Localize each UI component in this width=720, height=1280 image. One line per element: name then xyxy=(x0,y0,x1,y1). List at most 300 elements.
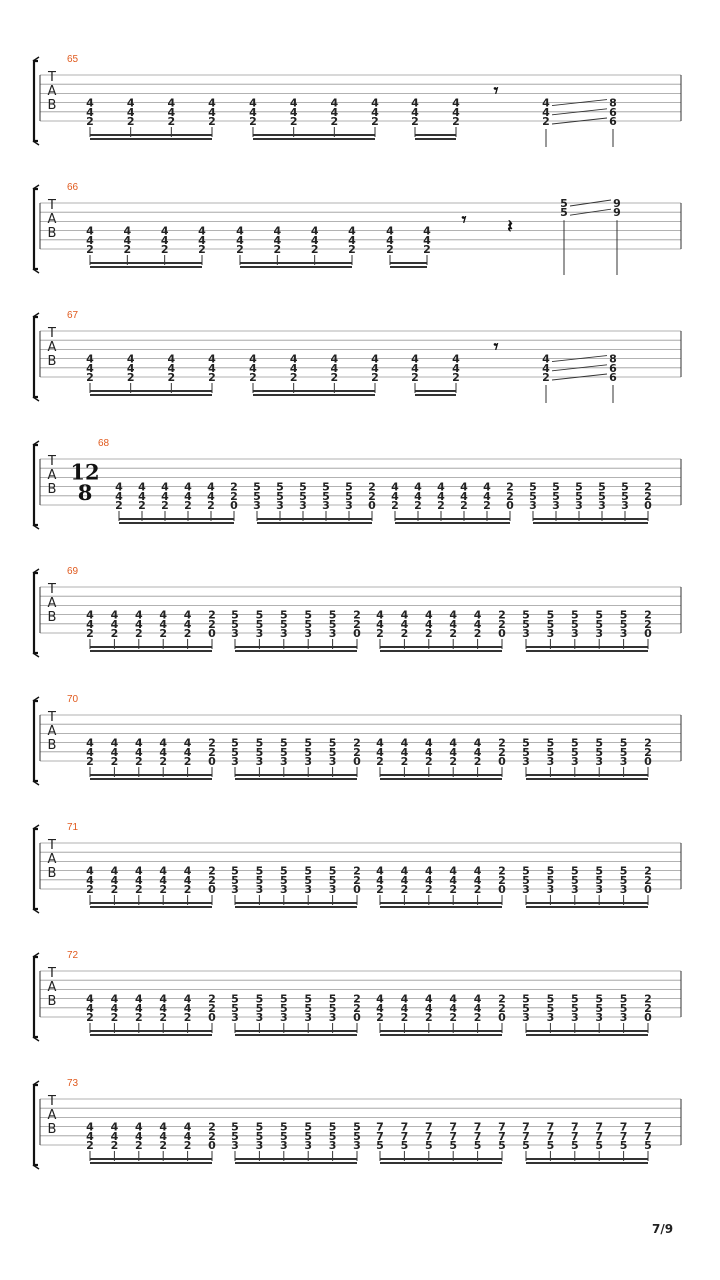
fret-number: 2 xyxy=(134,1011,143,1024)
beam xyxy=(395,518,510,520)
fret-number: 4 xyxy=(310,224,319,238)
beam xyxy=(253,134,375,136)
chord xyxy=(595,993,603,1033)
fret-number: 5 xyxy=(619,873,628,887)
fret-number: 2 xyxy=(273,243,282,256)
fret-number: 2 xyxy=(644,489,652,503)
fret-number: 5 xyxy=(231,1001,239,1015)
chord xyxy=(159,1121,167,1161)
fret-number: 4 xyxy=(400,864,409,878)
fret-number: 5 xyxy=(279,745,288,759)
quarter-rest: 𝄽 xyxy=(507,216,513,238)
chord xyxy=(184,481,192,521)
fret-number: 2 xyxy=(452,115,460,128)
tab-clef-letter: B xyxy=(47,1122,57,1138)
fret-number: 2 xyxy=(86,1011,94,1024)
fret-number: 4 xyxy=(424,864,433,878)
fret-number: 4 xyxy=(348,233,356,247)
fret-number: 2 xyxy=(134,755,143,768)
fret-number: 0 xyxy=(353,755,361,768)
fret-number: 4 xyxy=(236,224,244,238)
fret-number: 0 xyxy=(644,499,652,512)
beam xyxy=(90,650,212,652)
chord xyxy=(644,993,652,1033)
chord xyxy=(506,481,514,521)
fret-number: 4 xyxy=(110,864,119,878)
fret-number: 5 xyxy=(322,480,330,494)
chord xyxy=(127,97,135,137)
beam xyxy=(526,906,648,908)
fret-number: 5 xyxy=(328,745,337,759)
fret-number: 2 xyxy=(414,499,422,512)
fret-number: 4 xyxy=(160,224,169,238)
measure-number: 72 xyxy=(67,950,79,961)
chord xyxy=(371,97,379,137)
fret-number: 2 xyxy=(183,1139,192,1152)
chord xyxy=(249,353,257,393)
fret-number: 5 xyxy=(522,745,530,759)
chord xyxy=(86,1121,94,1161)
beam xyxy=(235,650,357,652)
fret-number: 7 xyxy=(570,1120,579,1134)
fret-number: 4 xyxy=(110,1001,119,1015)
chord xyxy=(644,481,652,521)
fret-number: 4 xyxy=(449,864,458,878)
chord xyxy=(299,481,307,521)
fret-number: 4 xyxy=(386,233,394,247)
fret-number: 4 xyxy=(449,873,458,887)
fret-number: 4 xyxy=(473,617,482,631)
fret-number: 7 xyxy=(473,1129,482,1143)
fret-number: 0 xyxy=(353,627,361,640)
fret-number: 0 xyxy=(498,1011,506,1024)
chord xyxy=(547,609,555,649)
fret-number: 2 xyxy=(644,864,652,878)
fret-number: 4 xyxy=(437,480,445,494)
time-signature-bottom: 8 xyxy=(77,479,93,505)
chord xyxy=(86,97,94,137)
fret-number: 4 xyxy=(167,105,176,119)
fret-number: 5 xyxy=(570,992,579,1006)
fret-number: 4 xyxy=(86,233,94,247)
tab-clef-letter: A xyxy=(47,84,57,100)
fret-number: 5 xyxy=(255,1129,264,1143)
chord xyxy=(329,737,337,777)
fret-number: 2 xyxy=(400,755,409,768)
fret-number: 2 xyxy=(449,755,458,768)
chord xyxy=(474,609,482,649)
chord xyxy=(231,993,239,1033)
fret-number: 7 xyxy=(595,1120,604,1134)
fret-number: 4 xyxy=(183,992,192,1006)
fret-number: 2 xyxy=(411,115,419,128)
chord xyxy=(452,353,460,393)
fret-number: 4 xyxy=(86,864,94,878)
chord xyxy=(135,737,143,777)
chord xyxy=(208,97,216,137)
fret-number: 2 xyxy=(353,864,361,878)
fret-number: 3 xyxy=(231,755,239,768)
chord xyxy=(474,865,482,905)
tab-system-72 xyxy=(33,950,681,1041)
chord xyxy=(498,1121,506,1161)
fret-number: 4 xyxy=(126,105,135,119)
measure-number: 68 xyxy=(98,438,110,449)
fret-number: 5 xyxy=(328,873,337,887)
fret-number: 5 xyxy=(279,617,288,631)
fret-number: 3 xyxy=(231,627,239,640)
chord xyxy=(571,993,579,1033)
fret-number: 5 xyxy=(546,736,555,750)
chord xyxy=(552,481,560,521)
fret-number: 7 xyxy=(546,1129,555,1143)
fret-number: 0 xyxy=(353,1011,361,1024)
fret-number: 5 xyxy=(299,480,307,494)
fret-number: 4 xyxy=(134,1120,143,1134)
fret-number: 4 xyxy=(449,745,458,759)
chord xyxy=(391,481,399,521)
tab-clef-letter: T xyxy=(48,70,56,86)
fret-number: 2 xyxy=(473,883,482,896)
fret-number: 2 xyxy=(498,873,506,887)
fret-number: 5 xyxy=(619,1139,628,1152)
beam xyxy=(119,522,234,524)
chord xyxy=(474,1121,482,1161)
fret-number: 4 xyxy=(161,489,169,503)
chord xyxy=(376,993,384,1033)
fret-number: 5 xyxy=(253,480,261,494)
beam xyxy=(235,906,357,908)
fret-number: 5 xyxy=(231,1129,239,1143)
fret-number: 2 xyxy=(644,745,652,759)
chord xyxy=(304,865,312,905)
fret-number: 2 xyxy=(123,243,132,256)
tab-system-71 xyxy=(33,822,681,913)
fret-number: 5 xyxy=(345,480,353,494)
beam xyxy=(90,1162,212,1164)
system-bracket xyxy=(34,1085,38,1165)
fret-number: 3 xyxy=(328,883,337,896)
fret-number: 4 xyxy=(208,352,216,366)
fret-number: 2 xyxy=(353,873,361,887)
fret-number: 3 xyxy=(304,883,313,896)
beam xyxy=(90,1030,212,1032)
fret-number: 4 xyxy=(110,1120,119,1134)
tab-clef-letter: A xyxy=(47,212,57,228)
fret-number: 5 xyxy=(276,489,284,503)
chord xyxy=(124,225,132,265)
fret-number: 2 xyxy=(542,371,550,384)
fret-number: 5 xyxy=(546,1139,555,1152)
fret-number: 4 xyxy=(542,352,550,366)
fret-number: 5 xyxy=(231,608,239,622)
chord xyxy=(620,1121,628,1161)
fret-number: 4 xyxy=(236,233,244,247)
chord xyxy=(184,1121,192,1161)
fret-number: 5 xyxy=(328,992,337,1006)
beam xyxy=(90,394,212,396)
fret-number: 4 xyxy=(411,361,419,375)
chord xyxy=(621,481,629,521)
fret-number: 4 xyxy=(411,352,419,366)
fret-number: 4 xyxy=(115,489,123,503)
beam xyxy=(526,1162,648,1164)
fret-number: 4 xyxy=(424,608,433,622)
chord xyxy=(644,737,652,777)
chord xyxy=(236,225,244,265)
fret-number: 2 xyxy=(208,864,216,878)
beam xyxy=(90,906,212,908)
tab-system-70 xyxy=(33,694,681,785)
chord xyxy=(411,353,419,393)
fret-number: 3 xyxy=(353,1139,361,1152)
beam xyxy=(90,902,212,904)
fret-number: 4 xyxy=(249,96,257,110)
fret-number: 2 xyxy=(159,755,168,768)
chord xyxy=(304,1121,312,1161)
fret-number: 0 xyxy=(208,1011,216,1024)
beam xyxy=(235,774,357,776)
fret-number: 5 xyxy=(322,489,330,503)
chord xyxy=(449,737,457,777)
fret-number: 4 xyxy=(452,105,460,119)
chord xyxy=(376,737,384,777)
fret-number: 3 xyxy=(304,1139,313,1152)
fret-number: 2 xyxy=(86,627,94,640)
chord xyxy=(111,737,119,777)
beam xyxy=(235,646,357,648)
tab-clef-letter: B xyxy=(47,738,57,754)
fret-number: 2 xyxy=(498,745,506,759)
fret-number: 4 xyxy=(423,233,431,247)
chord xyxy=(620,737,628,777)
fret-number: 2 xyxy=(230,489,238,503)
system-bracket xyxy=(34,445,38,525)
fret-number: 3 xyxy=(231,1139,239,1152)
fret-number: 5 xyxy=(522,873,530,887)
fret-number: 7 xyxy=(522,1129,530,1143)
chord xyxy=(595,1121,603,1161)
fret-number: 4 xyxy=(449,992,458,1006)
chord xyxy=(498,865,506,905)
fret-number: 4 xyxy=(110,745,119,759)
chord xyxy=(135,865,143,905)
fret-number: 3 xyxy=(595,1011,604,1024)
fret-number: 7 xyxy=(644,1120,652,1134)
chord xyxy=(161,481,169,521)
fret-number: 2 xyxy=(353,736,361,750)
fret-number: 0 xyxy=(208,755,216,768)
chord xyxy=(280,1121,288,1161)
chord xyxy=(595,737,603,777)
fret-number: 5 xyxy=(299,489,307,503)
fret-number: 5 xyxy=(255,617,264,631)
beam xyxy=(380,902,502,904)
fret-number: 5 xyxy=(279,736,288,750)
fret-number: 5 xyxy=(529,489,537,503)
fret-number: 4 xyxy=(400,608,409,622)
fret-number: 0 xyxy=(506,499,514,512)
fret-number: 4 xyxy=(159,608,168,622)
fret-number: 4 xyxy=(400,736,409,750)
fret-number: 4 xyxy=(449,617,458,631)
fret-number: 4 xyxy=(86,105,94,119)
tab-system-69 xyxy=(33,566,681,657)
fret-number: 4 xyxy=(159,745,168,759)
fret-number: 4 xyxy=(208,105,216,119)
fret-number: 4 xyxy=(208,361,216,375)
fret-number: 5 xyxy=(522,608,530,622)
fret-number: 2 xyxy=(167,371,176,384)
fret-number: 2 xyxy=(110,1011,119,1024)
tab-clef-letter: B xyxy=(47,610,57,626)
fret-number: 0 xyxy=(498,755,506,768)
fret-number: 4 xyxy=(110,736,119,750)
fret-number: 2 xyxy=(208,873,216,887)
fret-number: 2 xyxy=(498,617,506,631)
chord xyxy=(135,993,143,1033)
beam xyxy=(90,138,212,140)
slide-chord xyxy=(542,97,617,147)
fret-number: 5 xyxy=(304,992,313,1006)
beam xyxy=(90,1158,212,1160)
chord xyxy=(135,609,143,649)
fret-number: 8 xyxy=(609,96,617,110)
beam xyxy=(235,1034,357,1036)
fret-number: 3 xyxy=(570,755,579,768)
fret-number: 4 xyxy=(473,864,482,878)
fret-number: 9 xyxy=(613,206,621,220)
fret-number: 4 xyxy=(126,361,135,375)
fret-number: 4 xyxy=(159,1129,168,1143)
chord xyxy=(86,737,94,777)
fret-number: 5 xyxy=(328,617,337,631)
chord xyxy=(571,1121,579,1161)
chord xyxy=(522,1121,530,1161)
fret-number: 5 xyxy=(304,617,313,631)
tab-clef-letter: T xyxy=(48,454,56,470)
fret-number: 2 xyxy=(368,480,376,494)
fret-number: 4 xyxy=(460,480,468,494)
chord xyxy=(304,737,312,777)
fret-number: 2 xyxy=(167,115,176,128)
fret-number: 2 xyxy=(542,115,550,128)
fret-number: 5 xyxy=(255,736,264,750)
fret-number: 2 xyxy=(110,755,119,768)
fret-number: 2 xyxy=(473,755,482,768)
tab-clef-letter: A xyxy=(47,980,57,996)
beam xyxy=(526,650,648,652)
measure-number: 73 xyxy=(67,1078,79,1089)
fret-number: 3 xyxy=(595,627,604,640)
fret-number: 4 xyxy=(371,352,379,366)
fret-number: 2 xyxy=(498,1001,506,1015)
fret-number: 2 xyxy=(208,1120,216,1134)
tab-clef-letter: T xyxy=(48,326,56,342)
chord xyxy=(290,353,298,393)
beam xyxy=(90,262,202,264)
fret-number: 4 xyxy=(134,1001,143,1015)
fret-number: 5 xyxy=(279,992,288,1006)
fret-number: 5 xyxy=(522,992,530,1006)
beam xyxy=(235,778,357,780)
fret-number: 2 xyxy=(126,115,135,128)
chord xyxy=(376,609,384,649)
chord xyxy=(208,993,216,1033)
fret-number: 2 xyxy=(644,873,652,887)
fret-number: 2 xyxy=(483,499,491,512)
chord xyxy=(208,865,216,905)
chord xyxy=(168,353,176,393)
chord xyxy=(620,993,628,1033)
eighth-rest: 𝄾 xyxy=(493,336,499,358)
fret-number: 4 xyxy=(207,489,215,503)
fret-number: 4 xyxy=(289,105,298,119)
fret-number: 5 xyxy=(619,736,628,750)
fret-number: 7 xyxy=(619,1129,628,1143)
fret-number: 4 xyxy=(330,96,339,110)
fret-number: 5 xyxy=(595,745,604,759)
measure-number: 71 xyxy=(67,822,79,833)
fret-number: 5 xyxy=(255,608,264,622)
tab-system-68 xyxy=(33,438,681,529)
chord xyxy=(138,481,146,521)
fret-number: 4 xyxy=(110,1129,119,1143)
chord xyxy=(401,993,409,1033)
chord xyxy=(522,993,530,1033)
fret-number: 4 xyxy=(134,1129,143,1143)
fret-number: 2 xyxy=(159,883,168,896)
fret-number: 4 xyxy=(167,361,176,375)
fret-number: 3 xyxy=(546,627,555,640)
chord xyxy=(571,865,579,905)
fret-number: 2 xyxy=(110,627,119,640)
fret-number: 2 xyxy=(208,736,216,750)
chord xyxy=(331,353,339,393)
fret-number: 7 xyxy=(424,1120,433,1134)
fret-number: 2 xyxy=(449,627,458,640)
fret-number: 3 xyxy=(546,883,555,896)
fret-number: 2 xyxy=(353,745,361,759)
fret-number: 5 xyxy=(621,480,629,494)
fret-number: 7 xyxy=(619,1120,628,1134)
beam xyxy=(90,266,202,268)
fret-number: 2 xyxy=(424,755,433,768)
chord xyxy=(184,737,192,777)
fret-number: 4 xyxy=(110,992,119,1006)
fret-number: 3 xyxy=(304,755,313,768)
fret-number: 4 xyxy=(400,617,409,631)
tab-system-65 xyxy=(33,54,681,147)
chord xyxy=(280,737,288,777)
fret-number: 2 xyxy=(353,617,361,631)
fret-number: 3 xyxy=(255,755,264,768)
fret-number: 4 xyxy=(134,864,143,878)
chord xyxy=(529,481,537,521)
fret-number: 6 xyxy=(609,115,617,128)
fret-number: 7 xyxy=(400,1120,409,1134)
tab-system-73 xyxy=(33,1078,681,1169)
chord xyxy=(168,97,176,137)
beam xyxy=(90,774,212,776)
fret-number: 5 xyxy=(619,864,628,878)
fret-number: 0 xyxy=(230,499,238,512)
fret-number: 4 xyxy=(483,480,491,494)
fret-number: 2 xyxy=(400,883,409,896)
fret-number: 2 xyxy=(498,864,506,878)
fret-number: 4 xyxy=(542,361,550,375)
fret-number: 5 xyxy=(570,1001,579,1015)
